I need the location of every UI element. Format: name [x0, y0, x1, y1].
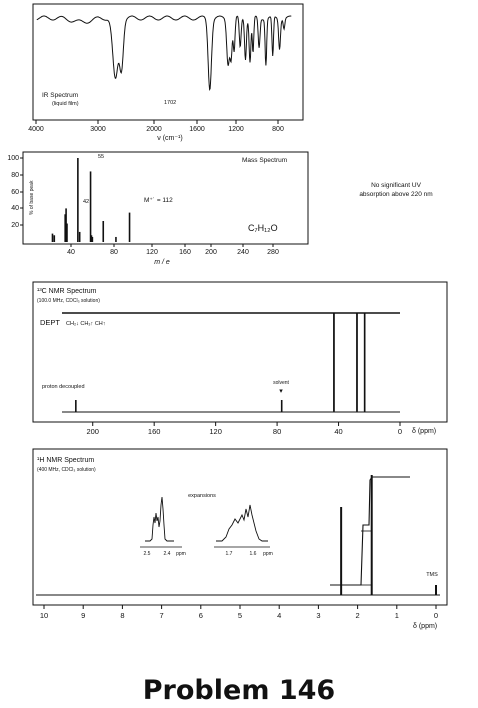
- ir-trace: [37, 16, 291, 90]
- h1-expansion-1-trace: [145, 497, 174, 541]
- h1-expansion-1-tick-label: ppm: [176, 551, 186, 557]
- h1-x-tick-label: 0: [433, 611, 439, 620]
- ir-peak-label: 1702: [164, 100, 177, 106]
- ir-tick-label: 2000: [146, 126, 162, 133]
- ms-y-tick-label: 20: [11, 222, 19, 229]
- ms-x-tick-label: 40: [67, 249, 75, 256]
- c13-x-tick-label: 160: [147, 427, 161, 436]
- ms-formula: C₇H₁₂O: [248, 223, 278, 233]
- c13-x-tick-label: 0: [397, 427, 403, 436]
- ms-x-tick-label: 160: [179, 249, 191, 256]
- h1-expansion-2-tick-label: 1.6: [249, 551, 257, 557]
- uv-note-line: No significant UV: [371, 182, 421, 189]
- c13-subtitle: (100.0 MHz, CDCl₃ solution): [37, 298, 100, 304]
- h1-expansion-1-tick-label: 2.5: [143, 551, 151, 557]
- mass-spectrum-panel: [0, 145, 478, 270]
- ms-x-tick-label: 80: [110, 249, 118, 256]
- ms-y-tick-label: 60: [11, 189, 19, 196]
- ms-bars: [52, 158, 129, 242]
- h1-title: ¹H NMR Spectrum: [37, 457, 95, 464]
- uv-note-line: absorption above 220 nm: [359, 191, 433, 198]
- c13-dept-legend: CH₂↓ CH₃↑ CH↑: [66, 321, 106, 327]
- c13-dept-peaks: [334, 313, 365, 411]
- ms-peak-label-42: 42: [82, 199, 90, 205]
- c13-x-tick-label: 80: [272, 427, 282, 436]
- ms-x-tick-label: 280: [267, 249, 279, 256]
- ms-peak-label-55: 55: [97, 154, 105, 160]
- ms-x-tick-label: 120: [146, 249, 158, 256]
- ir-spectrum-panel: [0, 0, 478, 150]
- c13-title: ¹³C NMR Spectrum: [37, 288, 97, 295]
- ms-y-axis: [7, 155, 35, 229]
- ms-y-axis-label: % of base peak: [29, 180, 35, 215]
- h1-expansion-1-tick-label: 2.4: [163, 551, 171, 557]
- c13-x-tick-label: 200: [86, 427, 99, 436]
- h1-nmr-panel: [0, 445, 478, 635]
- h1-tms-label: TMS: [426, 572, 438, 578]
- h1-x-tick-label: 2: [355, 611, 360, 620]
- c13-x-axis-label: δ (ppm): [412, 428, 437, 435]
- ir-tick-label: 1600: [189, 126, 205, 133]
- ms-y-tick-label: 80: [11, 172, 19, 179]
- h1-x-axis: [40, 605, 438, 630]
- h1-expansion-2-tick-label: 1.7: [225, 551, 233, 557]
- problem-title: Problem 146: [142, 675, 336, 706]
- h1-expansions-label: expansions: [188, 493, 216, 499]
- c13-dept-label: DEPT: [40, 318, 61, 327]
- ir-title: IR Spectrum: [42, 92, 79, 99]
- h1-expansion-2-trace: [216, 505, 268, 541]
- ir-tick-label: 4000: [28, 126, 44, 133]
- ir-x-axis: [28, 120, 284, 142]
- ir-tick-label: 800: [272, 126, 284, 133]
- ms-title: Mass Spectrum: [242, 157, 288, 164]
- h1-expansion-2-tick-label: ppm: [263, 551, 273, 557]
- ir-tick-label: 1200: [228, 126, 244, 133]
- ms-y-tick-label: 40: [11, 205, 19, 212]
- ms-x-tick-label: 200: [205, 249, 217, 256]
- ms-x-axis: [67, 244, 279, 266]
- ir-subtitle: (liquid film): [52, 101, 79, 107]
- h1-x-tick-label: 10: [39, 611, 49, 620]
- h1-peaks: [341, 475, 436, 595]
- h1-subtitle: (400 MHz, CDCl₃ solution): [37, 467, 96, 473]
- ms-x-tick-label: 240: [237, 249, 249, 256]
- c13-x-tick-label: 120: [209, 427, 222, 436]
- h1-x-tick-label: 5: [237, 611, 243, 620]
- ms-molecular-ion-label: M⁺˙ = 112: [144, 197, 173, 204]
- h1-x-tick-label: 8: [120, 611, 125, 620]
- ms-x-axis-label: m / e: [154, 259, 170, 266]
- uv-note: [326, 181, 466, 199]
- h1-x-tick-label: 6: [198, 611, 203, 620]
- c13-solvent-label: solvent: [273, 380, 289, 386]
- h1-x-tick-label: 7: [159, 611, 164, 620]
- c13-x-axis: [86, 422, 436, 436]
- c13-decoupled-label: proton decoupled: [42, 384, 85, 390]
- ir-x-axis-label: ν (cm⁻¹): [157, 135, 183, 142]
- h1-x-tick-label: 3: [316, 611, 321, 620]
- h1-x-tick-label: 4: [277, 611, 282, 620]
- h1-x-tick-label: 9: [81, 611, 86, 620]
- c13-x-tick-label: 40: [334, 427, 343, 436]
- ms-y-tick-label: 100: [7, 155, 19, 162]
- c13-decoupled-peaks: [76, 313, 365, 412]
- c13-solvent-arrow-icon: ▾: [279, 388, 283, 395]
- h1-x-tick-label: 1: [394, 611, 399, 620]
- c13-nmr-panel: [0, 275, 478, 440]
- h1-x-axis-label: δ (ppm): [413, 623, 438, 630]
- ir-tick-label: 3000: [90, 126, 106, 133]
